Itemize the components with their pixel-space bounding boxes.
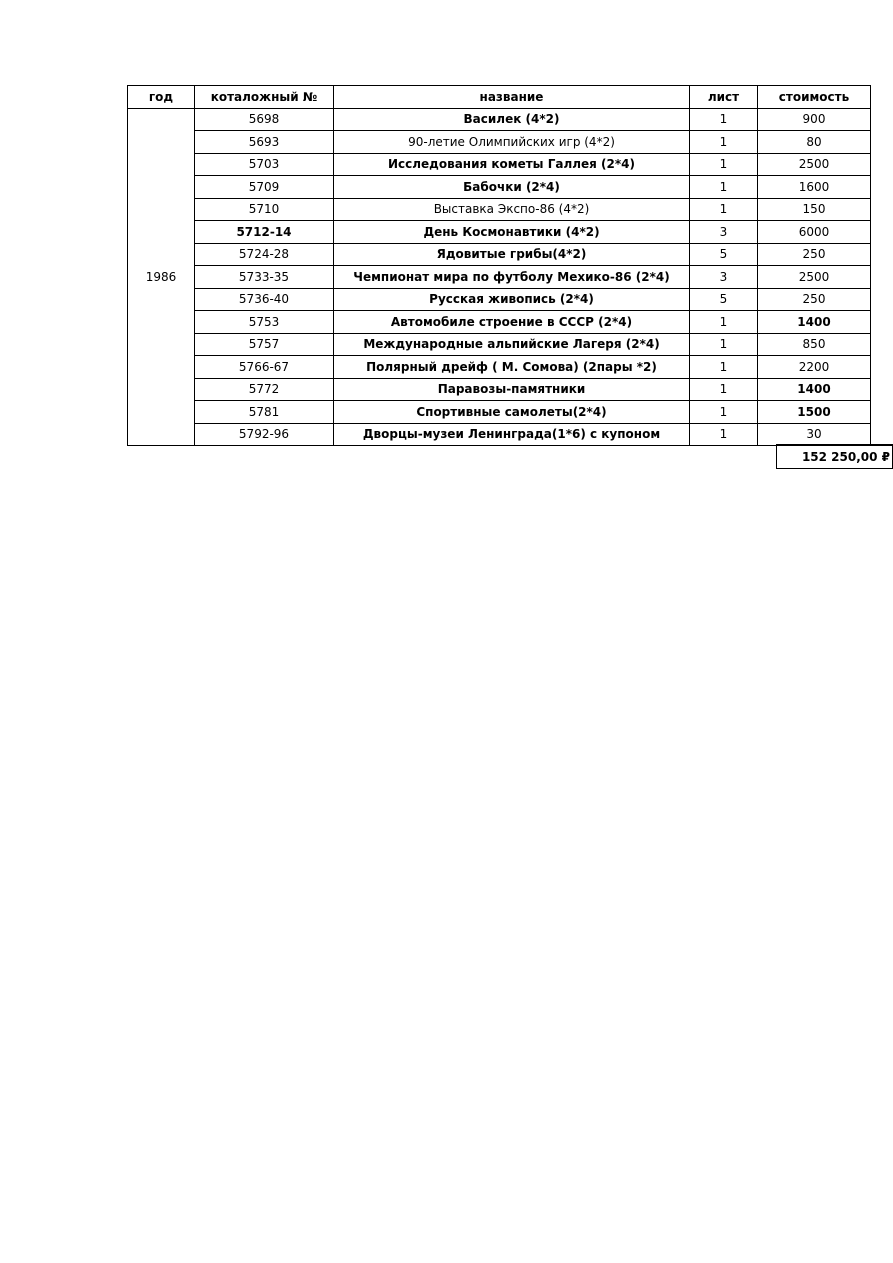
price-cell: 250 [758, 288, 871, 311]
catalog-cell: 5733-35 [195, 266, 334, 289]
catalog-cell: 5792-96 [195, 423, 334, 446]
table-row [128, 131, 871, 154]
sheet-cell: 1 [690, 423, 758, 446]
name-cell: Международные альпийские Лагеря (2*4) [334, 333, 690, 356]
sheet-cell: 1 [690, 108, 758, 131]
name-cell: День Космонавтики (4*2) [334, 221, 690, 244]
catalog-cell: 5772 [195, 378, 334, 401]
total-cell: 152 250,00 ₽ [776, 444, 893, 469]
table-row [128, 423, 871, 446]
table-row [128, 401, 871, 424]
catalog-cell: 5753 [195, 311, 334, 334]
table-row [128, 288, 871, 311]
name-cell: Бабочки (2*4) [334, 176, 690, 199]
header-sheet: лист [690, 86, 758, 109]
name-cell: Исследования кометы Галлея (2*4) [334, 153, 690, 176]
sheet-cell: 1 [690, 176, 758, 199]
sheet-cell: 3 [690, 221, 758, 244]
price-cell: 1400 [758, 378, 871, 401]
name-cell: Русская живопись (2*4) [334, 288, 690, 311]
price-cell: 1500 [758, 401, 871, 424]
sheet-cell: 1 [690, 198, 758, 221]
name-cell: Дворцы-музеи Ленинграда(1*6) с купоном [334, 423, 690, 446]
name-cell: Выставка Экспо-86 (4*2) [334, 198, 690, 221]
price-cell: 250 [758, 243, 871, 266]
header-row [128, 86, 871, 109]
table-row [128, 378, 871, 401]
name-cell: Полярный дрейф ( М. Сомова) (2пары *2) [334, 356, 690, 379]
catalog-cell: 5709 [195, 176, 334, 199]
table-row [128, 311, 871, 334]
header-catalog: коталожный № [195, 86, 334, 109]
sheet-cell: 1 [690, 153, 758, 176]
sheet-cell: 5 [690, 288, 758, 311]
sheet-cell: 1 [690, 378, 758, 401]
catalog-cell: 5757 [195, 333, 334, 356]
catalog-cell: 5698 [195, 108, 334, 131]
price-cell: 2500 [758, 153, 871, 176]
price-cell: 1600 [758, 176, 871, 199]
table-row [128, 198, 871, 221]
table-row [128, 221, 871, 244]
price-cell: 150 [758, 198, 871, 221]
table-row [128, 243, 871, 266]
stamps-table [127, 85, 871, 446]
table-row [128, 356, 871, 379]
catalog-cell: 5712-14 [195, 221, 334, 244]
table-row [128, 266, 871, 289]
catalog-cell: 5724-28 [195, 243, 334, 266]
catalog-cell: 5766-67 [195, 356, 334, 379]
catalog-cell: 5736-40 [195, 288, 334, 311]
price-cell: 80 [758, 131, 871, 154]
catalog-cell: 5693 [195, 131, 334, 154]
table-row [128, 176, 871, 199]
catalog-cell: 5710 [195, 198, 334, 221]
header-name: название [334, 86, 690, 109]
price-cell: 850 [758, 333, 871, 356]
name-cell: Ядовитые грибы(4*2) [334, 243, 690, 266]
catalog-cell: 5781 [195, 401, 334, 424]
price-cell: 2200 [758, 356, 871, 379]
price-cell: 30 [758, 423, 871, 446]
sheet-cell: 1 [690, 311, 758, 334]
sheet-cell: 5 [690, 243, 758, 266]
price-cell: 2500 [758, 266, 871, 289]
table-row [128, 153, 871, 176]
catalog-cell: 5703 [195, 153, 334, 176]
header-year: год [128, 86, 195, 109]
sheet-cell: 1 [690, 131, 758, 154]
sheet-cell: 1 [690, 401, 758, 424]
table-row [128, 333, 871, 356]
name-cell: Спортивные самолеты(2*4) [334, 401, 690, 424]
price-cell: 1400 [758, 311, 871, 334]
sheet-cell: 1 [690, 356, 758, 379]
table-row [128, 108, 871, 131]
year-cell: 1986 [128, 108, 195, 446]
name-cell: 90-летие Олимпийских игр (4*2) [334, 131, 690, 154]
sheet-cell: 3 [690, 266, 758, 289]
name-cell: Паравозы-памятники [334, 378, 690, 401]
sheet-cell: 1 [690, 333, 758, 356]
name-cell: Автомобиле строение в СССР (2*4) [334, 311, 690, 334]
header-price: стоимость [758, 86, 871, 109]
name-cell: Василек (4*2) [334, 108, 690, 131]
price-cell: 6000 [758, 221, 871, 244]
name-cell: Чемпионат мира по футболу Мехико-86 (2*4) [334, 266, 690, 289]
price-cell: 900 [758, 108, 871, 131]
